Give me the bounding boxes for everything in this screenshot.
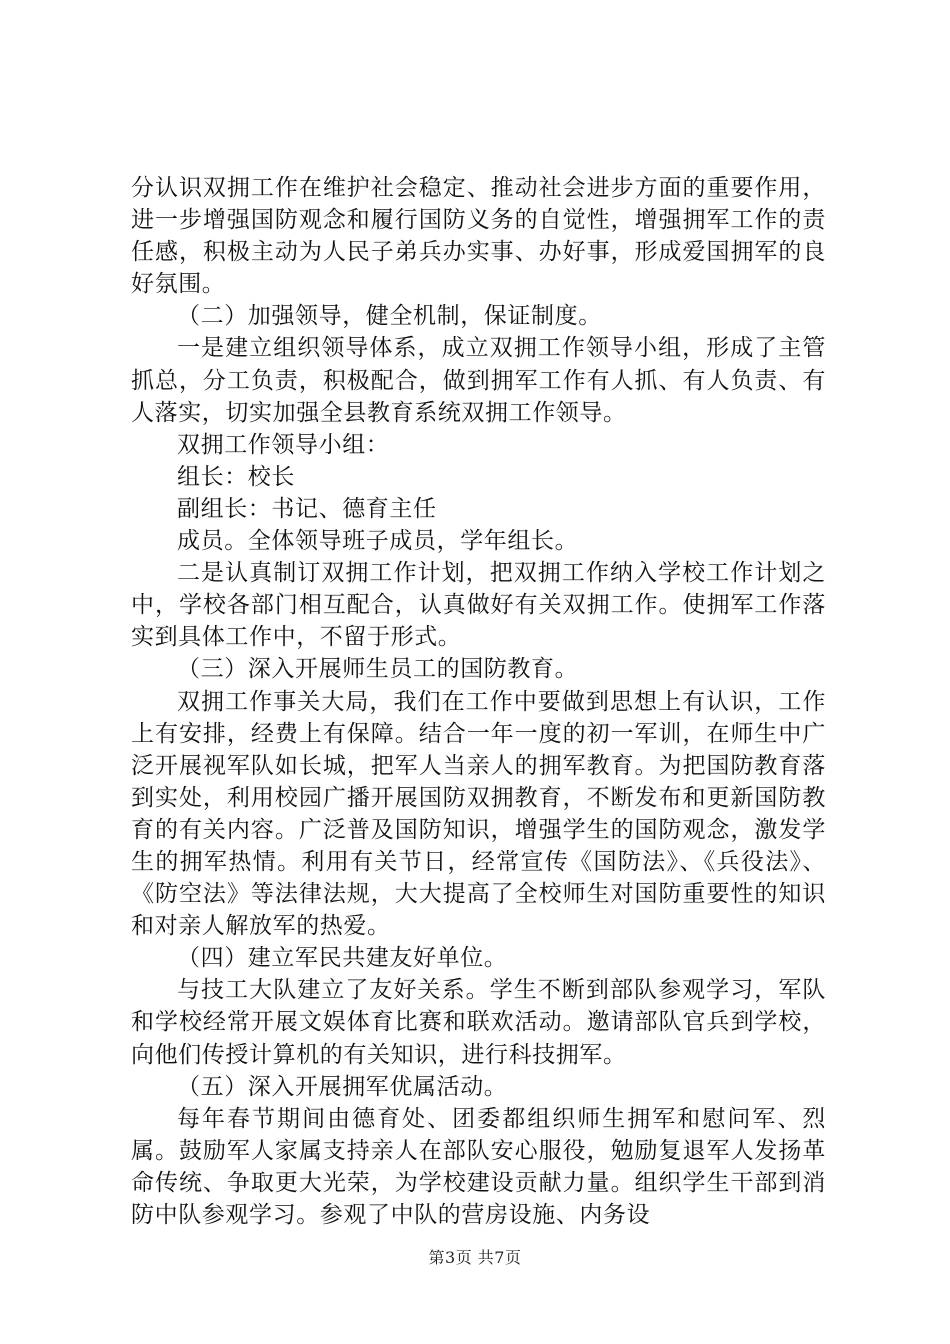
paragraph: 一是建立组织领导体系，成立双拥工作领导小组，形成了主管抓总，分工负责，积极配合，做到拥军工作有人抓、有人负责、有人落实，切实加强全县教育系统双拥工作领导。 [131,335,826,426]
document-body [131,172,826,1231]
page-footer: 第3页 共7页 [428,1248,522,1267]
paragraph: （五）深入开展拥军优属活动。 [177,1073,508,1100]
paragraph: 成员。全体领导班子成员，学年组长。 [177,528,579,555]
paragraph: 与技工大队建立了友好关系。学生不断到部队参观学习，军队和学校经常开展文娱体育比赛和联欢活动。邀请部队官兵到学校，向他们传授计算机的有关知识，进行科技拥军。 [131,977,826,1068]
paragraph: （四）建立军民共建友好单位。 [177,945,508,972]
paragraph: 二是认真制订双拥工作计划，把双拥工作纳入学校工作计划之中，学校各部门相互配合，认真做好有关双拥工作。使拥军工作落实到具体工作中，不留于形式。 [131,560,826,651]
paragraph: 组长：校长 [177,463,295,490]
paragraph: （二）加强领导，健全机制，保证制度。 [177,303,602,330]
paragraph: 分认识双拥工作在维护社会稳定、推动社会进步方面的重要作用，进一步增强国防观念和履行国防义务的自觉性，增强拥军工作的责任感，积极主动为人民子弟兵办实事、办好事，形成爱国拥军的良好氛围。 [131,175,826,298]
paragraph: 副组长：书记、德育主任 [177,495,437,522]
paragraph: （三）深入开展师生员工的国防教育。 [177,656,579,683]
paragraph: 双拥工作领导小组： [177,431,390,458]
paragraph: 每年春节期间由德育处、团委都组织师生拥军和慰问军、烈属。鼓励军人家属支持亲人在部队安心服役，勉励复退军人发扬革命传统、争取更大光荣，为学校建设贡献力量。组织学生干部到消防中队参观学习。参观了中队的营房设施、内务设 [131,1105,826,1228]
paragraph: 双拥工作事关大局，我们在工作中要做到思想上有认识，工作上有安排，经费上有保障。结合一年一度的初一军训，在师生中广泛开展视军队如长城，把军人当亲人的拥军教育。为把国防教育落到实处，利用校园广播开展国防双拥教育，不断发布和更新国防教育的有关内容。广泛普及国防知识，增强学生的国防观念，激发学生的拥军热情。利用有关节日，经常宣传《国防法》、《兵役法》、《防空法》等法律法规，大大提高了全校师生对国防重要性的知识和对亲人解放军的热爱。 [131,688,826,940]
